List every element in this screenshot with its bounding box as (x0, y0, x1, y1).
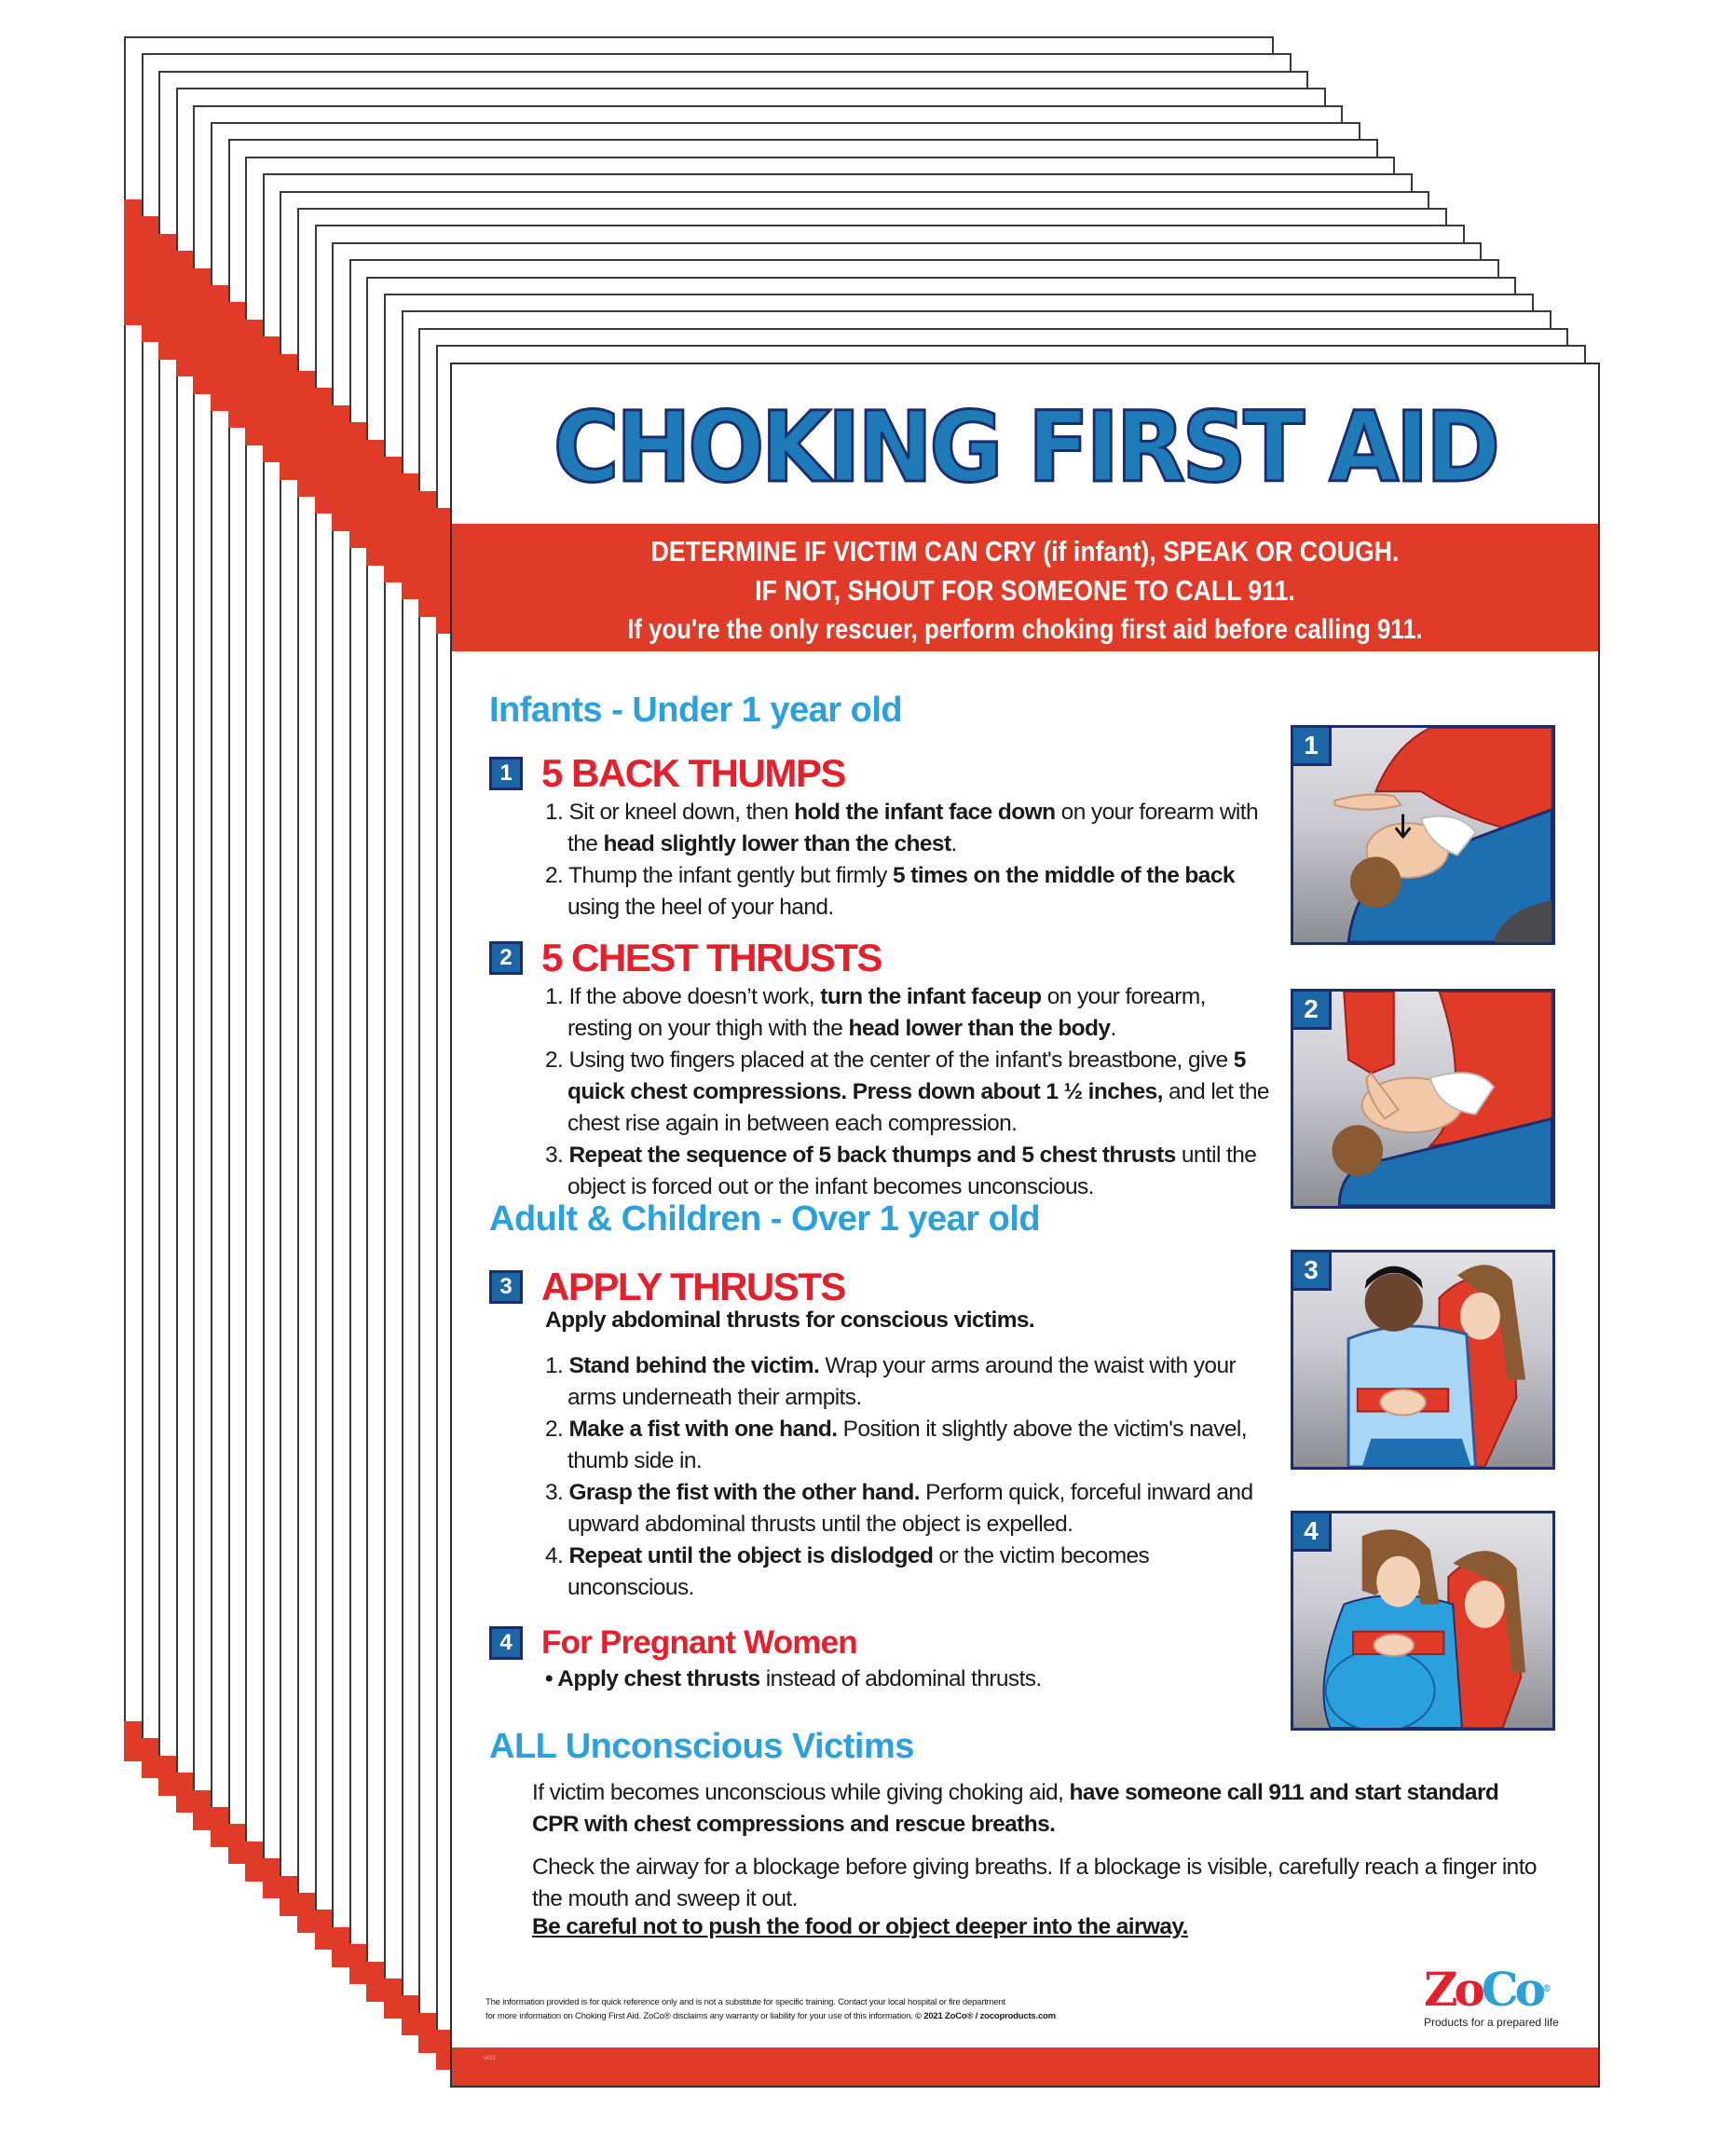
logo-co: Co (1481, 1962, 1543, 2017)
step-3-list (545, 1350, 1272, 1604)
step-number-badge: 4 (489, 1626, 523, 1660)
abdominal-thrusts-illustration-icon (1293, 1253, 1552, 1467)
copyright: © 2021 ZoCo® / zocoproducts.com (915, 2011, 1056, 2021)
airway-warning: Be careful not to push the food or object deeper into the airway. (532, 1914, 1188, 1939)
instruction-item (545, 981, 1272, 1045)
step-title: APPLY THRUSTS (541, 1265, 845, 1308)
poster-title: CHOKING FIRST AID (553, 390, 1497, 504)
alert-banner (450, 524, 1600, 651)
item-marker: 2. (545, 1047, 569, 1073)
body-text: . (1110, 1016, 1116, 1041)
body-text: Sit or kneel down, then (568, 800, 795, 825)
step-title: For Pregnant Women (541, 1624, 857, 1661)
body-text: Position it slightly above the victim's navel, thumb side in. (567, 1417, 1247, 1473)
emphasis-text: 5 quick chest compressions. Press down about 1 ½ inches, (567, 1047, 1246, 1104)
emphasis-text: head lower than the body (848, 1016, 1111, 1041)
body-text: on your forearm with the (567, 800, 1258, 856)
step-number-badge: 3 (489, 1270, 523, 1304)
figure-1 (1291, 725, 1555, 945)
figure-2 (1291, 989, 1555, 1209)
figure-number: 2 (1293, 992, 1332, 1030)
section-heading-unconscious: ALL Unconscious Victims (489, 1727, 914, 1766)
pregnant-chest-thrusts-illustration-icon (1293, 1513, 1552, 1728)
figure-number: 3 (1293, 1253, 1332, 1291)
figure-number: 4 (1293, 1513, 1332, 1552)
alert-line-3: If you're the only rescuer, perform choking first aid before calling 911. (627, 614, 1423, 645)
emphasis-text: have someone call 911 and start standard CPR with chest compressions and rescue breaths. (532, 1780, 1499, 1837)
body-text: until the object is forced out or the infant becomes unconscious. (567, 1143, 1257, 1199)
emphasis-text: Make a fist with one hand. (568, 1417, 838, 1442)
figure-number: 1 (1293, 728, 1332, 766)
alert-line-1: DETERMINE IF VICTIM CAN CRY (if infant), SPEAK OR COUGH. (650, 535, 1400, 568)
body-text: or the victim becomes unconscious. (567, 1543, 1150, 1600)
alert-line-2: IF NOT, SHOUT FOR SOMEONE TO CALL 911. (755, 574, 1295, 607)
instruction-item (545, 797, 1272, 860)
unconscious-paragraph-2 (532, 1852, 1538, 1915)
body-text: instead of abdominal thrusts. (759, 1666, 1042, 1691)
registered-mark: ® (1542, 1984, 1552, 1994)
body-text: Thump the infant gently but firmly (568, 863, 894, 888)
bottom-red-band (450, 2047, 1600, 2088)
emphasis-text: turn the infant faceup (820, 984, 1042, 1009)
emphasis-text: hold the infant face down (794, 800, 1056, 825)
logo-tagline: Products for a prepared life (1424, 2016, 1559, 2029)
unconscious-paragraph-1 (532, 1777, 1538, 1841)
step-4-list (545, 1664, 1272, 1695)
instruction-item (545, 1414, 1272, 1477)
emphasis-text: Repeat until the object is dislodged (568, 1543, 934, 1568)
emphasis-text: Repeat the sequence of 5 back thumps and 5 chest thrusts (568, 1143, 1176, 1168)
body-text: If the above doesn’t work, (568, 984, 821, 1009)
choking-first-aid-poster (450, 363, 1600, 2088)
infant-chest-thrusts-illustration-icon (1293, 992, 1552, 1206)
step-number-badge: 2 (489, 941, 523, 975)
body-text: Wrap your arms around the waist with your arms underneath their armpits. (567, 1353, 1237, 1410)
figure-4 (1291, 1511, 1555, 1731)
infant-back-thumps-illustration-icon (1293, 728, 1552, 942)
body-text: on your forearm, resting on your thigh with the (567, 984, 1206, 1041)
emphasis-text: Stand behind the victim. (568, 1353, 820, 1378)
body-text: Using two fingers placed at the center of the infant's breastbone, give (568, 1047, 1234, 1073)
emphasis-text: Grasp the fist with the other hand. (568, 1480, 920, 1505)
disclaimer (485, 1995, 1056, 2023)
step-4-header (489, 1624, 857, 1662)
item-marker: 1. (545, 800, 569, 825)
logo-zo: Zo (1424, 1962, 1482, 2017)
step-3-header (489, 1265, 845, 1309)
step-3-subtitle: Apply abdominal thrusts for conscious victims. (545, 1308, 1035, 1333)
instruction-item (545, 860, 1272, 924)
logo-wordmark (1424, 1962, 1564, 2017)
step-title: 5 BACK THUMPS (541, 751, 845, 795)
zoco-logo (1424, 1962, 1564, 2029)
instruction-item (545, 1045, 1272, 1140)
step-2-list (545, 981, 1272, 1203)
disclaimer-line-1: The information provided is for quick reference only and is not a substitute for specific training. Contact your local hospital or fire department (485, 1997, 1005, 2007)
disclaimer-text: for more information on Choking First Aid. ZoCo® disclaims any warranty or liability for your use of this information. (485, 2011, 916, 2021)
step-1-header (489, 751, 845, 796)
step-1-list (545, 797, 1272, 924)
item-marker: 3. (545, 1143, 569, 1168)
item-marker: 3. (545, 1480, 569, 1505)
body-text: Perform quick, forceful inward and upward abdominal thrusts until the object is expelled. (567, 1480, 1253, 1537)
item-marker: • (545, 1666, 558, 1691)
body-text: Check the airway for a blockage before giving breaths. If a blockage is visible, carefully reach a finger into the mouth and sweep it out. (532, 1855, 1537, 1911)
item-marker: 4. (545, 1543, 569, 1568)
step-2-header (489, 936, 882, 980)
body-text: . (950, 831, 957, 856)
item-marker: 1. (545, 1353, 569, 1378)
instruction-item (545, 1477, 1272, 1540)
version-code: v021 (484, 2056, 497, 2061)
section-heading-infants: Infants - Under 1 year old (489, 691, 903, 730)
disclaimer-line-2 (485, 2009, 1056, 2023)
body-text: and let the chest rise again in between each compression. (567, 1079, 1269, 1136)
emphasis-text: Apply chest thrusts (557, 1666, 760, 1691)
instruction-item (545, 1350, 1272, 1414)
step-number-badge: 1 (489, 757, 523, 790)
step-title: 5 CHEST THRUSTS (541, 936, 882, 979)
emphasis-text: head slightly lower than the chest (603, 831, 951, 856)
instruction-item (545, 1664, 1272, 1695)
instruction-item (545, 1140, 1272, 1203)
item-marker: 2. (545, 863, 568, 888)
item-marker: 2. (545, 1417, 569, 1442)
body-text: using the heel of your hand. (567, 895, 834, 920)
section-heading-adults: Adult & Children - Over 1 year old (489, 1199, 1041, 1239)
instruction-item (545, 1540, 1272, 1604)
emphasis-text: 5 times on the middle of the back (893, 863, 1235, 888)
body-text: If victim becomes unconscious while giving choking aid, (532, 1780, 1070, 1805)
figure-3 (1291, 1250, 1555, 1470)
item-marker: 1. (545, 984, 569, 1009)
